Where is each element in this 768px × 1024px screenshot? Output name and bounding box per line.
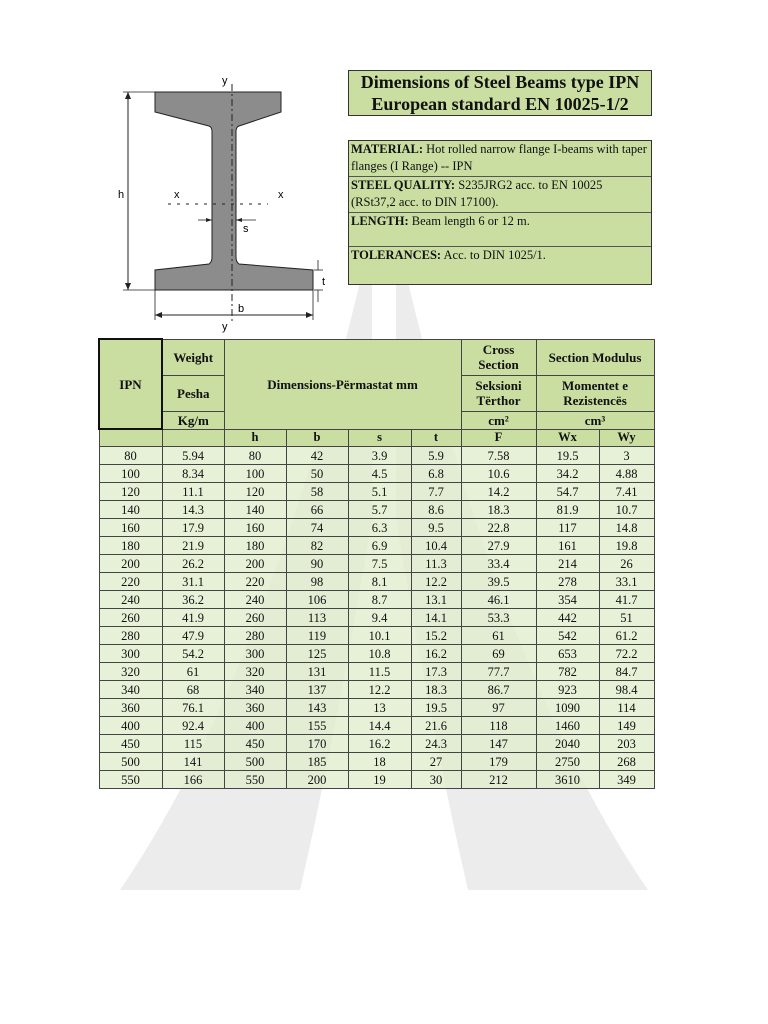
table-cell: 349 — [599, 771, 654, 789]
table-cell: 7.41 — [599, 483, 654, 501]
table-cell: 400 — [224, 717, 286, 735]
table-cell: 61 — [162, 663, 224, 681]
title-line-2: European standard EN 10025-1/2 — [371, 94, 629, 114]
table-cell: 30 — [411, 771, 461, 789]
table-cell: 442 — [536, 609, 599, 627]
table-cell: 782 — [536, 663, 599, 681]
table-cell: 500 — [224, 753, 286, 771]
table-cell: 58 — [286, 483, 348, 501]
diagram-label-s: s — [243, 223, 249, 235]
table-cell: 18 — [348, 753, 411, 771]
header-dimensions: Dimensions-Përmastat mm — [224, 339, 461, 429]
header-momentet: Momentet e Rezistencës — [536, 375, 654, 411]
table-cell: 41.7 — [599, 591, 654, 609]
table-cell: 80 — [224, 447, 286, 465]
table-cell: 16.2 — [348, 735, 411, 753]
header-unit-kgm: Kg/m — [162, 411, 224, 429]
table-cell: 131 — [286, 663, 348, 681]
info-length: LENGTH: Beam length 6 or 12 m. — [349, 213, 651, 247]
table-row — [99, 573, 654, 591]
table-cell: 179 — [461, 753, 536, 771]
table-cell: 72.2 — [599, 645, 654, 663]
table-cell: 14.4 — [348, 717, 411, 735]
table-cell: 6.3 — [348, 519, 411, 537]
table-cell: 39.5 — [461, 573, 536, 591]
header-symbol-Wx: Wx — [536, 429, 599, 447]
table-cell: 340 — [99, 681, 162, 699]
table-cell: 18.3 — [461, 501, 536, 519]
table-cell: 18.3 — [411, 681, 461, 699]
ipn-dimensions-table — [98, 338, 655, 789]
table-cell: 354 — [536, 591, 599, 609]
table-cell: 98.4 — [599, 681, 654, 699]
table-cell: 2040 — [536, 735, 599, 753]
table-cell: 120 — [224, 483, 286, 501]
table-cell: 61.2 — [599, 627, 654, 645]
table-cell: 16.2 — [411, 645, 461, 663]
header-symbol-empty-1 — [99, 429, 162, 447]
table-cell: 33.1 — [599, 573, 654, 591]
diagram-label-t: t — [322, 276, 326, 288]
table-cell: 3.9 — [348, 447, 411, 465]
table-row — [99, 717, 654, 735]
table-cell: 5.7 — [348, 501, 411, 519]
diagram-label-x-right: x — [278, 189, 284, 201]
table-cell: 9.4 — [348, 609, 411, 627]
table-cell: 11.3 — [411, 555, 461, 573]
table-cell: 26 — [599, 555, 654, 573]
table-row — [99, 483, 654, 501]
table-cell: 8.34 — [162, 465, 224, 483]
table-cell: 74 — [286, 519, 348, 537]
title-line-1: Dimensions of Steel Beams type IPN — [360, 72, 640, 92]
table-cell: 160 — [224, 519, 286, 537]
table-cell: 80 — [99, 447, 162, 465]
table-row — [99, 537, 654, 555]
table-cell: 260 — [99, 609, 162, 627]
table-row — [99, 771, 654, 789]
diagram-label-h: h — [118, 189, 125, 201]
table-cell: 14.8 — [599, 519, 654, 537]
table-cell: 10.8 — [348, 645, 411, 663]
table-cell: 141 — [162, 753, 224, 771]
table-cell: 82 — [286, 537, 348, 555]
table-cell: 10.7 — [599, 501, 654, 519]
table-cell: 340 — [224, 681, 286, 699]
table-cell: 19.5 — [536, 447, 599, 465]
table-cell: 41.9 — [162, 609, 224, 627]
table-cell: 77.7 — [461, 663, 536, 681]
header-symbol-h: h — [224, 429, 286, 447]
table-cell: 149 — [599, 717, 654, 735]
table-row — [99, 465, 654, 483]
table-cell: 46.1 — [461, 591, 536, 609]
table-cell: 119 — [286, 627, 348, 645]
table-cell: 66 — [286, 501, 348, 519]
info-box — [348, 140, 652, 285]
table-row — [99, 609, 654, 627]
table-row — [99, 591, 654, 609]
table-cell: 278 — [536, 573, 599, 591]
table-cell: 118 — [461, 717, 536, 735]
table-row — [99, 447, 654, 465]
table-cell: 100 — [224, 465, 286, 483]
table-cell: 54.7 — [536, 483, 599, 501]
diagram-label-x-left: x — [174, 189, 180, 201]
table-cell: 7.5 — [348, 555, 411, 573]
table-cell: 13.1 — [411, 591, 461, 609]
table-cell: 1460 — [536, 717, 599, 735]
table-cell: 31.1 — [162, 573, 224, 591]
table-cell: 97 — [461, 699, 536, 717]
table-cell: 450 — [99, 735, 162, 753]
header-symbol-F: F — [461, 429, 536, 447]
table-cell: 21.9 — [162, 537, 224, 555]
header-symbol-s: s — [348, 429, 411, 447]
table-cell: 550 — [99, 771, 162, 789]
table-cell: 86.7 — [461, 681, 536, 699]
table-cell: 14.1 — [411, 609, 461, 627]
table-cell: 42 — [286, 447, 348, 465]
table-cell: 4.5 — [348, 465, 411, 483]
table-row — [99, 735, 654, 753]
ipn-cross-section-diagram — [118, 72, 340, 334]
header-symbol-empty-2 — [162, 429, 224, 447]
table-cell: 26.2 — [162, 555, 224, 573]
table-cell: 200 — [224, 555, 286, 573]
table-cell: 50 — [286, 465, 348, 483]
table-cell: 240 — [224, 591, 286, 609]
table-cell: 3610 — [536, 771, 599, 789]
table-cell: 8.7 — [348, 591, 411, 609]
table-cell: 33.4 — [461, 555, 536, 573]
table-cell: 268 — [599, 753, 654, 771]
header-seksioni: Seksioni Tërthor — [461, 375, 536, 411]
header-ipn: IPN — [99, 339, 162, 429]
table-cell: 14.2 — [461, 483, 536, 501]
table-cell: 280 — [99, 627, 162, 645]
table-cell: 11.5 — [348, 663, 411, 681]
header-symbol-t: t — [411, 429, 461, 447]
table-cell: 7.7 — [411, 483, 461, 501]
table-cell: 360 — [224, 699, 286, 717]
diagram-label-y-bottom: y — [222, 321, 228, 333]
table-cell: 98 — [286, 573, 348, 591]
header-unit-cm2: cm² — [461, 411, 536, 429]
table-cell: 400 — [99, 717, 162, 735]
table-cell: 280 — [224, 627, 286, 645]
table-cell: 10.1 — [348, 627, 411, 645]
table-cell: 69 — [461, 645, 536, 663]
table-row — [99, 645, 654, 663]
table-cell: 542 — [536, 627, 599, 645]
table-row — [99, 627, 654, 645]
table-cell: 220 — [99, 573, 162, 591]
table-cell: 21.6 — [411, 717, 461, 735]
table-cell: 17.3 — [411, 663, 461, 681]
table-cell: 923 — [536, 681, 599, 699]
header-weight: Weight — [162, 339, 224, 375]
info-material: MATERIAL: Hot rolled narrow flange I-beams with taper flanges (I Range) -- IPN — [349, 141, 651, 177]
table-cell: 5.94 — [162, 447, 224, 465]
table-cell: 10.4 — [411, 537, 461, 555]
table-cell: 140 — [224, 501, 286, 519]
table-cell: 15.2 — [411, 627, 461, 645]
header-unit-cm3: cm³ — [536, 411, 654, 429]
table-cell: 34.2 — [536, 465, 599, 483]
diagram-label-y-top: y — [222, 75, 228, 87]
table-cell: 200 — [99, 555, 162, 573]
table-cell: 180 — [224, 537, 286, 555]
table-cell: 8.1 — [348, 573, 411, 591]
table-cell: 320 — [99, 663, 162, 681]
table-cell: 61 — [461, 627, 536, 645]
table-cell: 6.8 — [411, 465, 461, 483]
table-cell: 240 — [99, 591, 162, 609]
table-cell: 260 — [224, 609, 286, 627]
table-cell: 81.9 — [536, 501, 599, 519]
header-symbol-Wy: Wy — [599, 429, 654, 447]
table-cell: 68 — [162, 681, 224, 699]
table-cell: 140 — [99, 501, 162, 519]
table-cell: 114 — [599, 699, 654, 717]
table-cell: 300 — [99, 645, 162, 663]
table-cell: 3 — [599, 447, 654, 465]
table-cell: 180 — [99, 537, 162, 555]
table-cell: 320 — [224, 663, 286, 681]
table-cell: 9.5 — [411, 519, 461, 537]
table-cell: 51 — [599, 609, 654, 627]
table-cell: 27.9 — [461, 537, 536, 555]
table-cell: 200 — [286, 771, 348, 789]
table-row — [99, 663, 654, 681]
table-cell: 203 — [599, 735, 654, 753]
table-row — [99, 699, 654, 717]
table-cell: 47.9 — [162, 627, 224, 645]
table-cell: 143 — [286, 699, 348, 717]
table-cell: 5.1 — [348, 483, 411, 501]
table-cell: 76.1 — [162, 699, 224, 717]
table-cell: 170 — [286, 735, 348, 753]
table-cell: 160 — [99, 519, 162, 537]
table-cell: 137 — [286, 681, 348, 699]
table-cell: 300 — [224, 645, 286, 663]
table-cell: 14.3 — [162, 501, 224, 519]
table-cell: 24.3 — [411, 735, 461, 753]
header-pesha: Pesha — [162, 375, 224, 411]
table-cell: 500 — [99, 753, 162, 771]
table-cell: 212 — [461, 771, 536, 789]
table-cell: 4.88 — [599, 465, 654, 483]
table-cell: 13 — [348, 699, 411, 717]
table-cell: 653 — [536, 645, 599, 663]
table-cell: 12.2 — [348, 681, 411, 699]
table-row — [99, 519, 654, 537]
table-cell: 5.9 — [411, 447, 461, 465]
table-cell: 125 — [286, 645, 348, 663]
table-cell: 11.1 — [162, 483, 224, 501]
title-box — [348, 70, 652, 116]
table-cell: 6.9 — [348, 537, 411, 555]
table-cell: 2750 — [536, 753, 599, 771]
table-cell: 27 — [411, 753, 461, 771]
table-cell: 550 — [224, 771, 286, 789]
table-cell: 147 — [461, 735, 536, 753]
table-cell: 22.8 — [461, 519, 536, 537]
table-cell: 84.7 — [599, 663, 654, 681]
header-cross-section: Cross Section — [461, 339, 536, 375]
table-row — [99, 681, 654, 699]
table-cell: 115 — [162, 735, 224, 753]
info-tolerances: TOLERANCES: Acc. to DIN 1025/1. — [351, 248, 546, 262]
table-cell: 1090 — [536, 699, 599, 717]
table-cell: 90 — [286, 555, 348, 573]
header-section-modulus: Section Modulus — [536, 339, 654, 375]
table-cell: 10.6 — [461, 465, 536, 483]
info-steel-quality: STEEL QUALITY: S235JRG2 acc. to EN 10025 (RSt37,2 acc. to DIN 17100). — [349, 177, 651, 213]
table-cell: 100 — [99, 465, 162, 483]
header-symbol-b: b — [286, 429, 348, 447]
table-body — [99, 447, 654, 789]
table-cell: 120 — [99, 483, 162, 501]
table-cell: 155 — [286, 717, 348, 735]
table-cell: 117 — [536, 519, 599, 537]
table-cell: 8.6 — [411, 501, 461, 519]
table-row — [99, 501, 654, 519]
table-cell: 12.2 — [411, 573, 461, 591]
table-cell: 53.3 — [461, 609, 536, 627]
table-cell: 19 — [348, 771, 411, 789]
table-row — [99, 555, 654, 573]
table-cell: 19.5 — [411, 699, 461, 717]
table-cell: 166 — [162, 771, 224, 789]
table-cell: 54.2 — [162, 645, 224, 663]
table-cell: 106 — [286, 591, 348, 609]
table-cell: 19.8 — [599, 537, 654, 555]
table-cell: 185 — [286, 753, 348, 771]
table-cell: 220 — [224, 573, 286, 591]
table-cell: 214 — [536, 555, 599, 573]
table-cell: 450 — [224, 735, 286, 753]
table-cell: 161 — [536, 537, 599, 555]
table-cell: 92.4 — [162, 717, 224, 735]
table-row — [99, 753, 654, 771]
table-cell: 113 — [286, 609, 348, 627]
table-cell: 7.58 — [461, 447, 536, 465]
diagram-label-b: b — [238, 303, 245, 315]
table-cell: 36.2 — [162, 591, 224, 609]
table-cell: 360 — [99, 699, 162, 717]
table-cell: 17.9 — [162, 519, 224, 537]
